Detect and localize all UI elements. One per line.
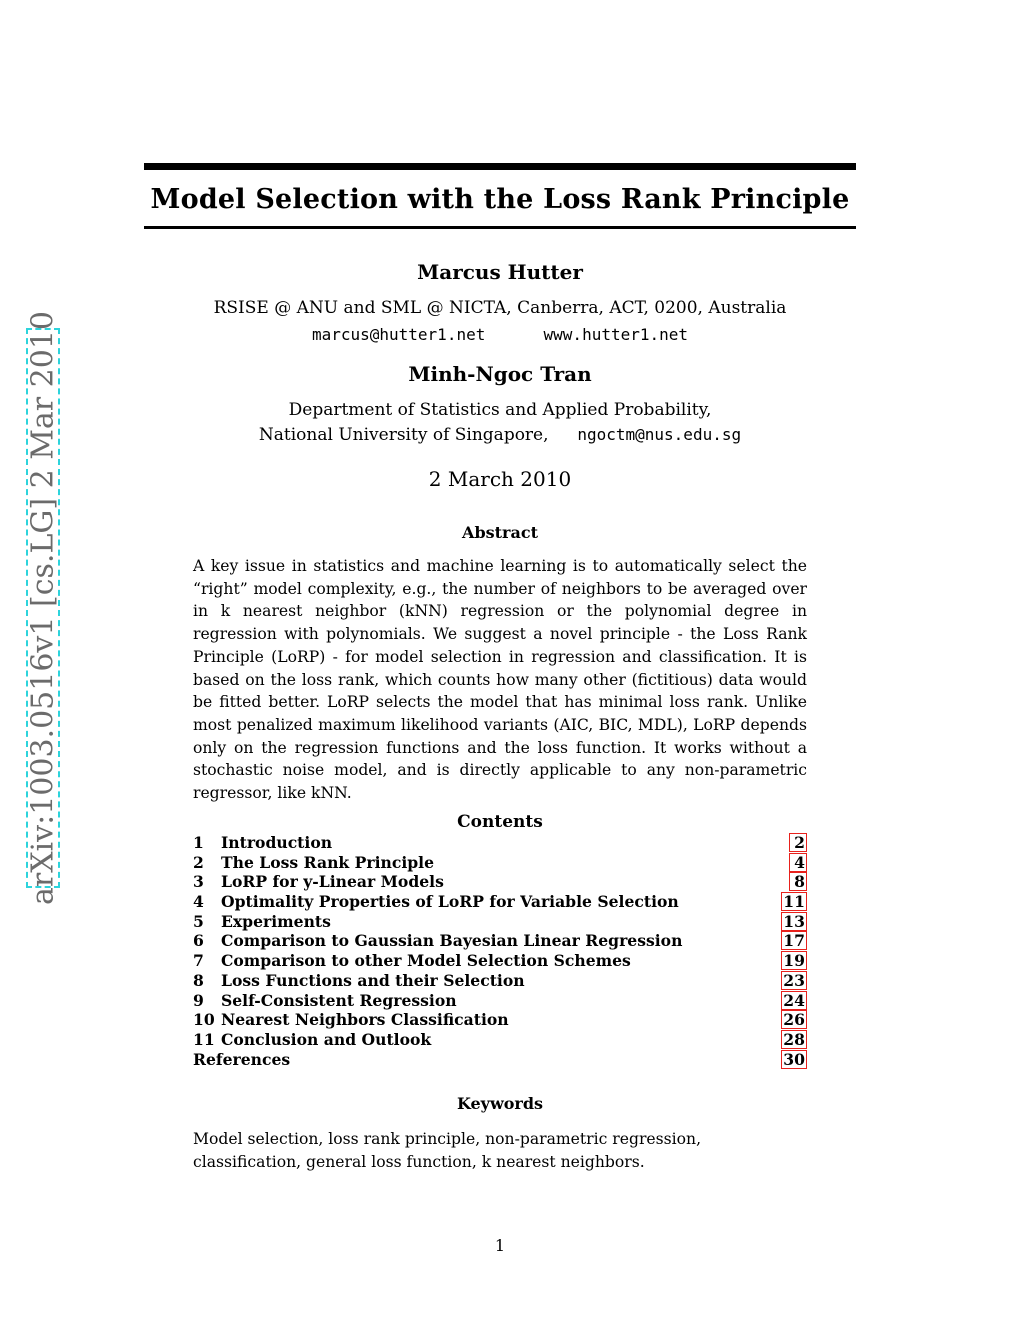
toc-title: Introduction bbox=[221, 833, 333, 852]
title-rule-top bbox=[144, 163, 856, 170]
toc-title: Comparison to Gaussian Bayesian Linear Regression bbox=[221, 931, 683, 951]
arxiv-stamp[interactable]: arXiv:1003.0516v1 [cs.LG] 2 Mar 2010 bbox=[25, 310, 61, 906]
author-2-name: Minh-Ngoc Tran bbox=[408, 362, 592, 386]
toc-page-link[interactable]: 23 bbox=[783, 970, 805, 990]
toc-title: Self-Consistent Regression bbox=[221, 990, 457, 1010]
toc-number: 9 bbox=[193, 990, 204, 1010]
toc-title: Loss Functions and their Selection bbox=[221, 970, 525, 990]
toc-row bbox=[193, 853, 807, 873]
toc-number: 2 bbox=[193, 852, 204, 872]
toc-row bbox=[193, 1010, 807, 1030]
toc-row bbox=[193, 833, 807, 853]
author-2-university: National University of Singapore, bbox=[258, 425, 549, 445]
toc-page-link[interactable]: 24 bbox=[783, 990, 805, 1010]
toc-row bbox=[193, 971, 807, 991]
toc-page-link[interactable]: 17 bbox=[783, 931, 805, 951]
author-1-email[interactable]: marcus@hutter1.net bbox=[311, 325, 486, 344]
toc-page-link[interactable]: 2 bbox=[789, 833, 807, 852]
title-rule-bottom bbox=[144, 226, 856, 229]
toc-page-link[interactable]: 30 bbox=[783, 1049, 805, 1069]
toc-number: 10 bbox=[193, 1010, 215, 1030]
toc-title: Optimality Properties of LoRP for Variable Selection bbox=[221, 892, 679, 912]
toc-title: Comparison to other Model Selection Schemes bbox=[221, 951, 631, 971]
toc-row bbox=[193, 931, 807, 951]
author-2-affiliation-line2 bbox=[144, 425, 856, 445]
author-1-contacts bbox=[144, 325, 856, 344]
toc-number: 5 bbox=[193, 911, 204, 931]
paper-title: Model Selection with the Loss Rank Principle bbox=[150, 184, 850, 215]
toc-row bbox=[193, 912, 807, 932]
toc-page-link[interactable]: 11 bbox=[783, 892, 805, 912]
author-1-website[interactable]: www.hutter1.net bbox=[543, 325, 689, 344]
toc-number: 1 bbox=[193, 833, 204, 852]
toc-number: 6 bbox=[193, 931, 204, 951]
toc-number: 11 bbox=[193, 1029, 215, 1049]
page-number: 1 bbox=[494, 1236, 506, 1255]
toc-title: LoRP for y-Linear Models bbox=[221, 872, 444, 892]
toc-number: 7 bbox=[193, 951, 204, 971]
toc-row bbox=[193, 1030, 807, 1050]
toc-page-link[interactable]: 19 bbox=[783, 951, 805, 971]
toc-title: Conclusion and Outlook bbox=[221, 1029, 432, 1049]
paper-date: 2 March 2010 bbox=[428, 467, 572, 491]
toc-number: 3 bbox=[193, 872, 204, 892]
author-2-affiliation-line1: Department of Statistics and Applied Probability, bbox=[288, 400, 712, 420]
toc-row bbox=[193, 951, 807, 971]
author-1-affiliation: RSISE @ ANU and SML @ NICTA, Canberra, ACT, 0200, Australia bbox=[213, 298, 787, 318]
toc-page-link[interactable]: 28 bbox=[783, 1029, 805, 1049]
toc-row bbox=[193, 872, 807, 892]
author-2-email[interactable]: ngoctm@nus.edu.sg bbox=[577, 425, 742, 444]
toc-title: Experiments bbox=[221, 911, 331, 931]
contents-heading: Contents bbox=[457, 812, 543, 832]
author-1-name: Marcus Hutter bbox=[417, 260, 583, 284]
toc-page-link[interactable]: 26 bbox=[783, 1010, 805, 1030]
toc-page-link[interactable]: 4 bbox=[789, 853, 807, 872]
toc-number: 8 bbox=[193, 970, 204, 990]
toc-title: The Loss Rank Principle bbox=[221, 852, 435, 872]
toc-page-link[interactable]: 13 bbox=[783, 911, 805, 931]
toc-row bbox=[193, 991, 807, 1011]
table-of-contents bbox=[193, 833, 807, 1069]
abstract-text: A key issue in statistics and machine learning is to automatically select the “right” model complexity, e.g., the number of neighbors to be averaged over in k nearest neighbor (kNN) regression or the polynomial degree in regression with polynomials. We suggest a novel principle - the Loss Rank Principle (LoRP) - for model selection in regression and classification. It is based on the loss rank, which counts how many other (fictitious) data would be fitted better. LoRP selects the model that has minimal loss rank. Unlike most penalized maximum likelihood variants (AIC, BIC, MDL), LoRP depends only on the regression functions and the loss function. It works without a stochastic noise model, and is directly applicable to any non-parametric regressor, like kNN. bbox=[193, 557, 807, 803]
abstract-heading: Abstract bbox=[462, 523, 538, 542]
toc-row bbox=[193, 1050, 807, 1070]
toc-title: Nearest Neighbors Classification bbox=[221, 1010, 509, 1030]
toc-page-link[interactable]: 8 bbox=[789, 872, 807, 891]
toc-title: References bbox=[193, 1049, 291, 1069]
keywords-text: Model selection, loss rank principle, non-parametric regression, classification, general loss function, k nearest neighbors. bbox=[193, 1130, 702, 1171]
keywords-heading: Keywords bbox=[456, 1094, 544, 1113]
toc-row bbox=[193, 892, 807, 912]
toc-number: 4 bbox=[193, 892, 204, 912]
